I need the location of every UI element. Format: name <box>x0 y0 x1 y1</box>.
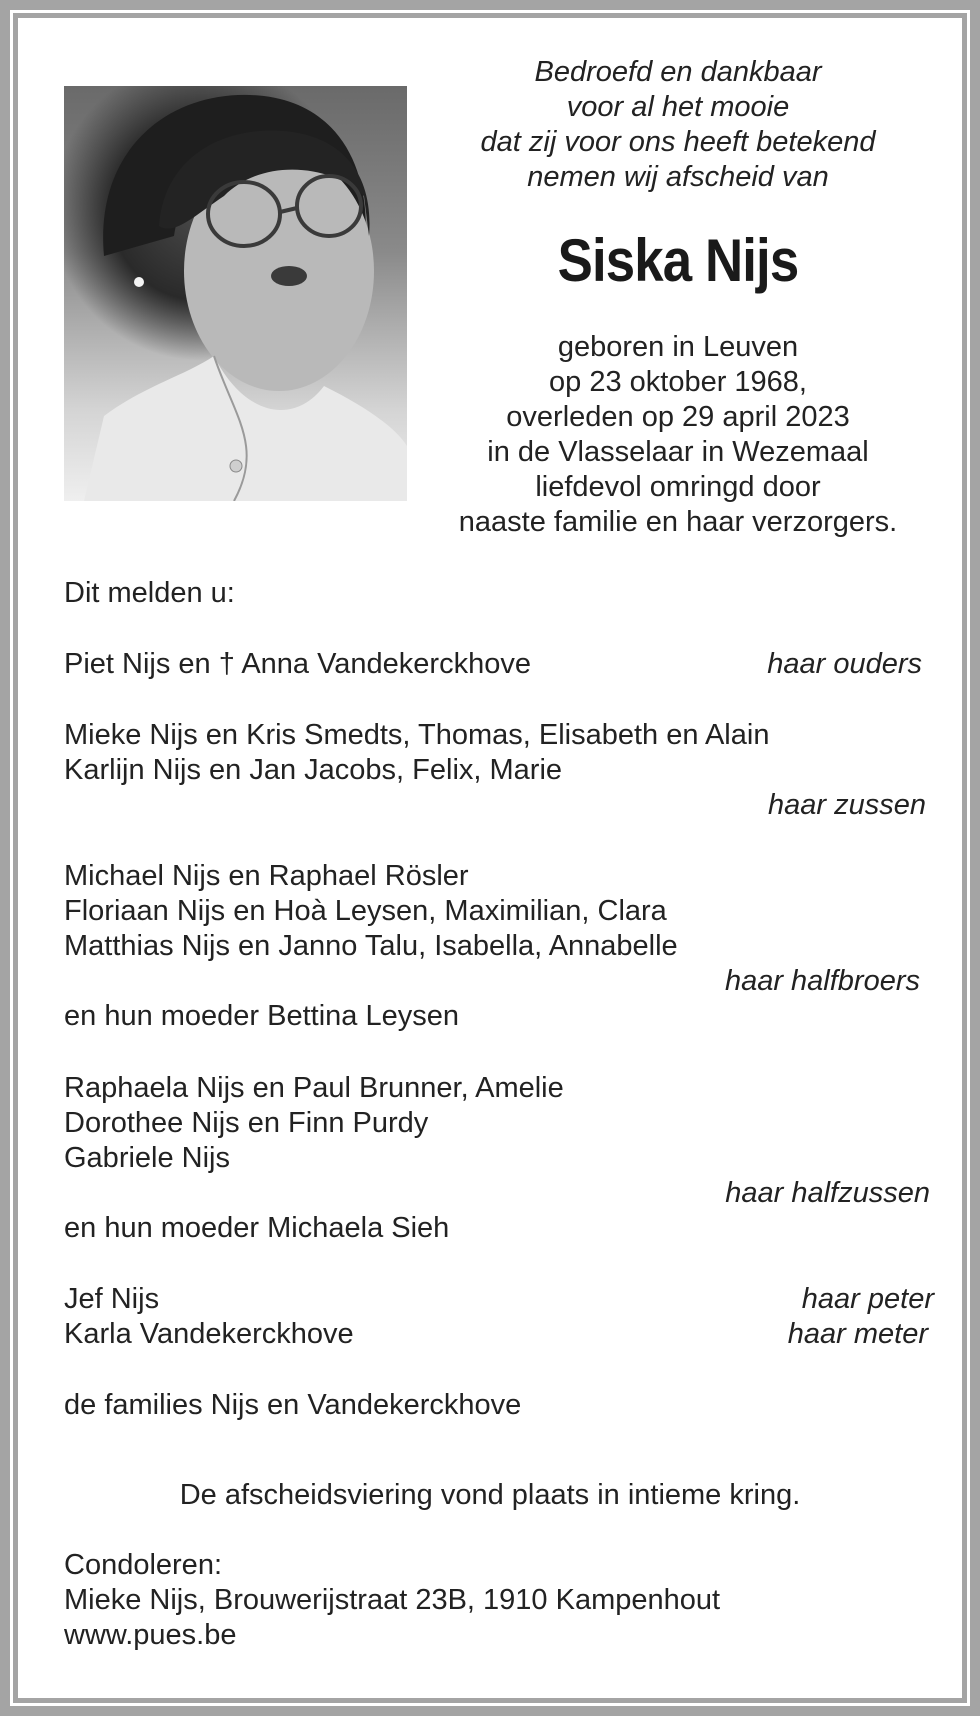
obituary-card <box>13 13 967 1703</box>
halfbrothers-mother: en hun moeder Bettina Leysen <box>64 1000 459 1032</box>
godfather: Jef Nijs <box>64 1283 160 1315</box>
halfbrothers-role: haar halfbroers <box>724 965 920 997</box>
godmother: Karla Vandekerckhove <box>64 1318 354 1350</box>
halfsisters-line: Raphaela Nijs en Paul Brunner, Amelie <box>64 1072 564 1104</box>
portrait-photo <box>64 86 407 501</box>
condolences-address: Mieke Nijs, Brouwerijstraat 23B, 1910 Kampenhout <box>64 1584 721 1616</box>
bio-line: naaste familie en haar verzorgers. <box>458 506 898 538</box>
halfbrothers-line: Michael Nijs en Raphael Rösler <box>64 860 469 892</box>
condolences-label: Condoleren: <box>64 1549 222 1581</box>
bio-line: liefdevol omringd door <box>535 471 821 503</box>
families-line: de families Nijs en Vandekerckhove <box>64 1389 522 1421</box>
bio-line: geboren in Leuven <box>557 331 799 363</box>
frame-gap <box>10 10 970 1706</box>
intro-line: Bedroefd en dankbaar <box>534 56 822 88</box>
godfather-role: haar peter <box>801 1283 934 1315</box>
sisters-line: Mieke Nijs en Kris Smedts, Thomas, Elisabeth en Alain <box>64 719 770 751</box>
announcement: Dit melden u: <box>64 577 235 609</box>
condolences-website[interactable]: www.pues.be <box>64 1619 237 1651</box>
intro-line: voor al het mooie <box>566 91 790 123</box>
halfbrothers-line: Matthias Nijs en Janno Talu, Isabella, Annabelle <box>64 930 678 962</box>
intro-line: nemen wij afscheid van <box>527 161 829 193</box>
ceremony-note: De afscheidsviering vond plaats in intieme kring. <box>179 1479 801 1511</box>
halfsisters-role: haar halfzussen <box>725 1177 930 1209</box>
halfsisters-mother: en hun moeder Michaela Sieh <box>64 1212 450 1244</box>
parents-line: Piet Nijs en † Anna Vandekerckhove <box>64 648 531 680</box>
sisters-role: haar zussen <box>768 789 926 821</box>
halfsisters-line: Dorothee Nijs en Finn Purdy <box>64 1107 429 1139</box>
parents-role: haar ouders <box>767 648 922 680</box>
bio-line: op 23 oktober 1968, <box>549 366 807 398</box>
deceased-name: Siska Nijs <box>557 227 799 294</box>
halfbrothers-line: Floriaan Nijs en Hoà Leysen, Maximilian, Clara <box>64 895 667 927</box>
halfsisters-line: Gabriele Nijs <box>64 1142 230 1174</box>
godmother-role: haar meter <box>787 1318 928 1350</box>
portrait-illustration <box>64 86 407 501</box>
sisters-line: Karlijn Nijs en Jan Jacobs, Felix, Marie <box>64 754 563 786</box>
bio-line: in de Vlasselaar in Wezemaal <box>487 436 869 468</box>
intro-line: dat zij voor ons heeft betekend <box>480 126 876 158</box>
bio-line: overleden op 29 april 2023 <box>506 401 850 433</box>
